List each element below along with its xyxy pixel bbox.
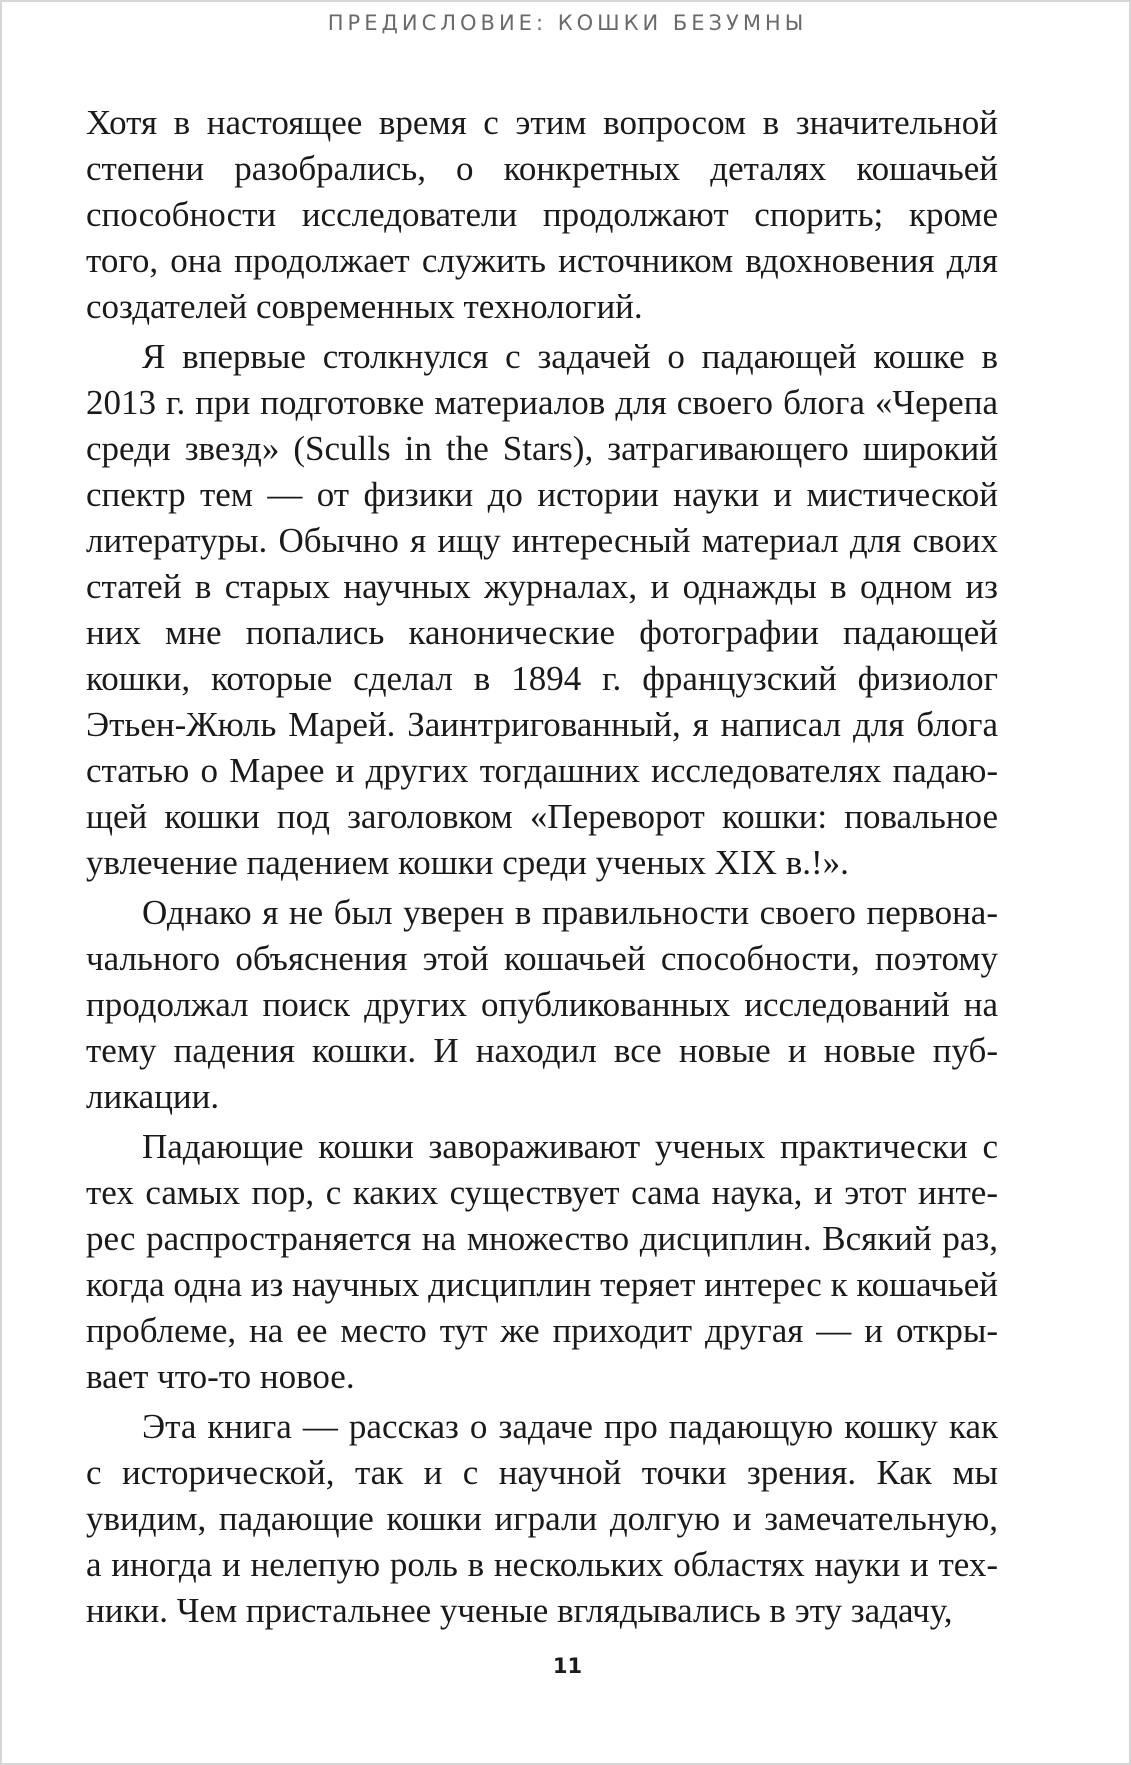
paragraph: Я впервые столкнулся с задачей о падающей кошке в 2013 г. при подготовке материалов для своего блога «Черепа среди звезд» (Sculls in the Stars), затрагивающего широкий спектр тем — от физики до истории науки и мистической литературы. Обычно я ищу интересный материал для своих статей в старых научных журналах, и однажды в одном из них мне попались канонические фотографии падающей кошки, которые сделал в 1894 г. французский физиолог Этьен-Жюль Марей. Заинтригованный, я написал для блога статью о Марее и других тогдашних исследователях падающей кошки под заголовком «Переворот кошки: повальное увлечение падением кошки среди ученых XIX в.!». <box>86 337 998 882</box>
paragraph-continuation: Хотя в настоящее время с этим вопросом в значительной степени разобрались, о конкретных деталях кошачьей способности исследователи продолжают спорить; кроме того, она продолжает служить источником вдохновения для создателей современных технологий. <box>86 103 998 326</box>
paragraph: Однако я не был уверен в правильности своего первоначального объяснения этой кошачьей способности, поэтому продолжал поиск других опубликованных исследований на тему падения кошки. И находил все новые и новые публикации. <box>86 893 998 1116</box>
paragraph: Падающие кошки завораживают ученых практически с тех самых пор, с каких существует сама наука, и этот интерес распространяется на множество дисциплин. Всякий раз, когда одна из научных дисциплин теряет интерес к кошачьей проблеме, на ее место тут же приходит другая — и открывает что-то новое. <box>86 1127 998 1396</box>
running-head: ПРЕДИСЛОВИЕ: КОШКИ БЕЗУМНЫ <box>327 11 808 35</box>
paragraph: Эта книга — рассказ о задаче про падающую кошку как с исторической, так и с научной точки зрения. Как мы увидим, падающие кошки играли долгую и замечательную, а иногда и нелепую роль в нескольких областях науки и техники. Чем пристальнее ученые вглядывались в эту задачу, <box>86 1407 998 1630</box>
body-text <box>86 100 998 1634</box>
page-number: 11 <box>552 1654 583 1678</box>
